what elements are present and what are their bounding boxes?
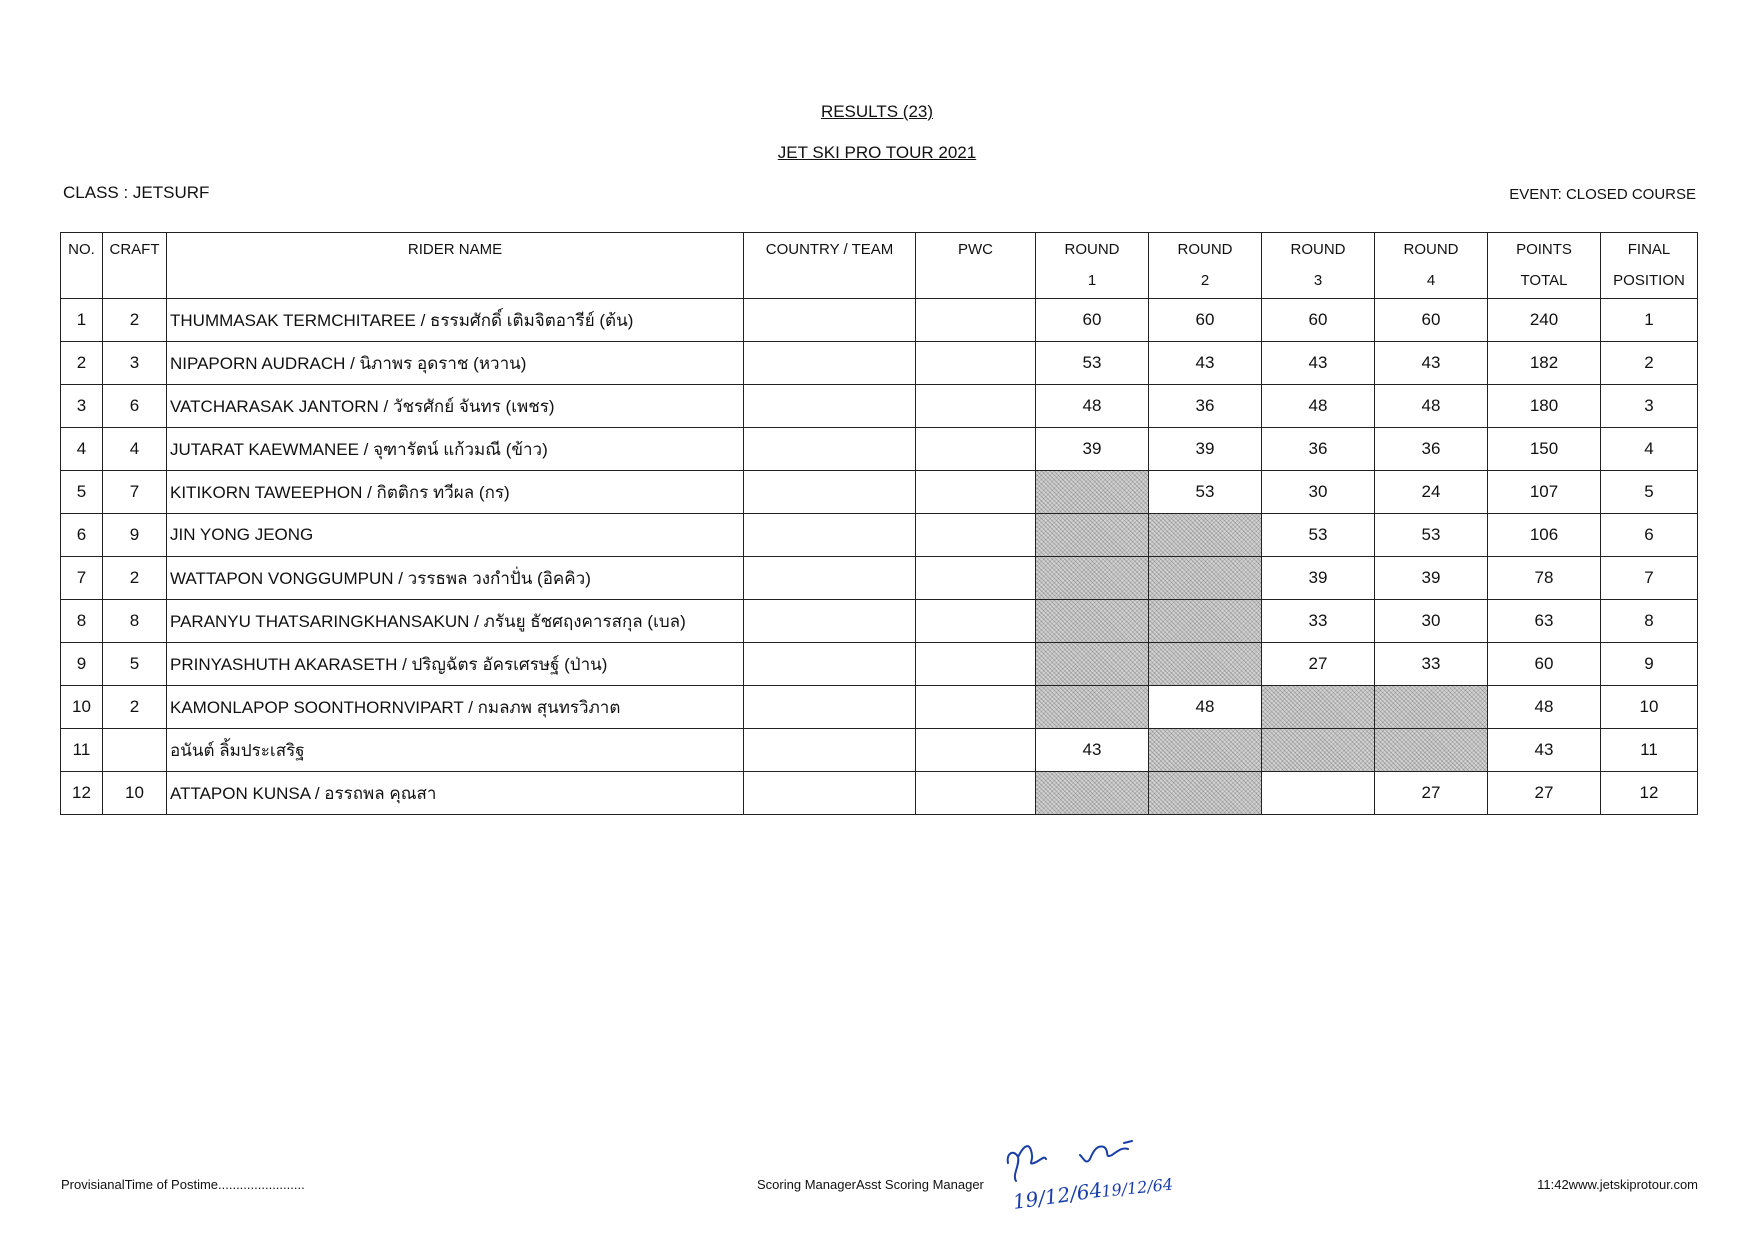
cell-round-3: 48 <box>1262 385 1375 428</box>
cell-rider-name: NIPAPORN AUDRACH / นิภาพร อุดราช (หวาน) <box>167 342 744 385</box>
cell-craft: 2 <box>103 557 167 600</box>
cell-pwc <box>916 643 1036 686</box>
column-header <box>1149 233 1262 299</box>
column-header-line1: ROUND <box>1064 241 1120 258</box>
cell-pwc <box>916 686 1036 729</box>
column-header-line2: POSITION <box>1613 272 1685 289</box>
cell-craft <box>103 729 167 772</box>
column-header <box>1488 233 1601 299</box>
table-row <box>61 299 1698 342</box>
cell-round-4: 30 <box>1375 600 1488 643</box>
cell-round-3: 53 <box>1262 514 1375 557</box>
cell-rider-name: KAMONLAPOP SOONTHORNVIPART / กมลภพ สุนทรวิภาต <box>167 686 744 729</box>
cell-country-team <box>744 686 916 729</box>
column-header <box>1036 233 1149 299</box>
cell-round-2: 48 <box>1149 686 1262 729</box>
cell-round-3 <box>1262 772 1375 815</box>
cell-points-total: 43 <box>1488 729 1601 772</box>
cell-no: 9 <box>61 643 103 686</box>
results-table <box>60 232 1698 815</box>
cell-points-total: 48 <box>1488 686 1601 729</box>
table-body <box>61 299 1698 815</box>
cell-no: 11 <box>61 729 103 772</box>
footer-time-website: 11:42www.jetskiprotour.com <box>1537 1177 1698 1192</box>
cell-pwc <box>916 772 1036 815</box>
signature-2-stroke <box>1080 1141 1132 1162</box>
cell-country-team <box>744 299 916 342</box>
cell-no: 3 <box>61 385 103 428</box>
cell-final-position: 12 <box>1601 772 1698 815</box>
cell-round-2: 53 <box>1149 471 1262 514</box>
cell-pwc <box>916 342 1036 385</box>
cell-final-position: 1 <box>1601 299 1698 342</box>
column-header-line2: TOTAL <box>1520 272 1568 289</box>
cell-round-1 <box>1036 772 1149 815</box>
cell-round-1: 48 <box>1036 385 1149 428</box>
cell-round-1 <box>1036 600 1149 643</box>
cell-points-total: 60 <box>1488 643 1601 686</box>
cell-country-team <box>744 428 916 471</box>
cell-country-team <box>744 557 916 600</box>
cell-rider-name: ATTAPON KUNSA / อรรถพล คุณสา <box>167 772 744 815</box>
table-row <box>61 385 1698 428</box>
cell-rider-name: VATCHARASAK JANTORN / วัชรศักย์ จันทร (เพชร) <box>167 385 744 428</box>
cell-round-2: 36 <box>1149 385 1262 428</box>
cell-final-position: 11 <box>1601 729 1698 772</box>
cell-round-1 <box>1036 514 1149 557</box>
cell-final-position: 5 <box>1601 471 1698 514</box>
column-header-line2: 1 <box>1087 272 1097 289</box>
cell-no: 2 <box>61 342 103 385</box>
cell-round-1 <box>1036 643 1149 686</box>
cell-round-4 <box>1375 686 1488 729</box>
column-header <box>103 233 167 299</box>
signature-1-date: 19/12/64 <box>1011 1177 1104 1214</box>
event-label: EVENT: CLOSED COURSE <box>1509 186 1696 203</box>
cell-craft: 7 <box>103 471 167 514</box>
cell-round-1 <box>1036 557 1149 600</box>
cell-rider-name: JUTARAT KAEWMANEE / จุฑารัตน์ แก้วมณี (ข้าว) <box>167 428 744 471</box>
cell-pwc <box>916 557 1036 600</box>
cell-round-4: 60 <box>1375 299 1488 342</box>
cell-round-4: 53 <box>1375 514 1488 557</box>
cell-final-position: 7 <box>1601 557 1698 600</box>
cell-round-4: 33 <box>1375 643 1488 686</box>
cell-no: 8 <box>61 600 103 643</box>
tour-title: JET SKI PRO TOUR 2021 <box>777 143 977 162</box>
cell-points-total: 180 <box>1488 385 1601 428</box>
cell-final-position: 3 <box>1601 385 1698 428</box>
column-header-line2: 4 <box>1426 272 1436 289</box>
column-header-line1: NO. <box>68 241 95 258</box>
cell-rider-name: WATTAPON VONGGUMPUN / วรรธพล วงกำปั่น (อิคคิว) <box>167 557 744 600</box>
column-header-line1: ROUND <box>1403 241 1459 258</box>
column-header <box>744 233 916 299</box>
cell-round-2: 60 <box>1149 299 1262 342</box>
cell-round-4: 48 <box>1375 385 1488 428</box>
cell-no: 4 <box>61 428 103 471</box>
cell-final-position: 6 <box>1601 514 1698 557</box>
cell-craft: 4 <box>103 428 167 471</box>
table-row <box>61 772 1698 815</box>
cell-country-team <box>744 514 916 557</box>
column-header <box>1375 233 1488 299</box>
cell-no: 6 <box>61 514 103 557</box>
cell-rider-name: PARANYU THATSARINGKHANSAKUN / ภรันยู ธัชศฤงคารสกุล (เบล) <box>167 600 744 643</box>
cell-final-position: 9 <box>1601 643 1698 686</box>
cell-points-total: 78 <box>1488 557 1601 600</box>
cell-pwc <box>916 514 1036 557</box>
cell-rider-name: THUMMASAK TERMCHITAREE / ธรรมศักดิ์ เติมจิตอารีย์ (ต้น) <box>167 299 744 342</box>
cell-final-position: 8 <box>1601 600 1698 643</box>
table-row <box>61 643 1698 686</box>
results-title: RESULTS (23) <box>820 102 934 121</box>
column-header <box>61 233 103 299</box>
cell-round-3: 30 <box>1262 471 1375 514</box>
table-row <box>61 471 1698 514</box>
cell-points-total: 106 <box>1488 514 1601 557</box>
cell-country-team <box>744 471 916 514</box>
table-row <box>61 428 1698 471</box>
signature-1-stroke <box>1008 1146 1046 1181</box>
cell-round-2 <box>1149 729 1262 772</box>
cell-round-4: 39 <box>1375 557 1488 600</box>
cell-points-total: 63 <box>1488 600 1601 643</box>
table-row <box>61 600 1698 643</box>
cell-rider-name: PRINYASHUTH AKARASETH / ปริญฉัตร อัครเศรษฐ์ (ป่าน) <box>167 643 744 686</box>
cell-craft: 6 <box>103 385 167 428</box>
cell-round-2 <box>1149 643 1262 686</box>
cell-round-3: 60 <box>1262 299 1375 342</box>
cell-pwc <box>916 428 1036 471</box>
cell-country-team <box>744 385 916 428</box>
cell-final-position: 4 <box>1601 428 1698 471</box>
cell-craft: 8 <box>103 600 167 643</box>
cell-rider-name: อนันต์ ลิ้มประเสริฐ <box>167 729 744 772</box>
table-row <box>61 557 1698 600</box>
column-header-line1: PWC <box>958 241 993 258</box>
cell-points-total: 240 <box>1488 299 1601 342</box>
cell-country-team <box>744 600 916 643</box>
cell-round-1 <box>1036 686 1149 729</box>
column-header-line1: RIDER NAME <box>407 241 503 258</box>
cell-no: 7 <box>61 557 103 600</box>
column-header-line1: ROUND <box>1177 241 1233 258</box>
cell-rider-name: JIN YONG JEONG <box>167 514 744 557</box>
cell-country-team <box>744 342 916 385</box>
cell-points-total: 182 <box>1488 342 1601 385</box>
column-header-line1: FINAL <box>1627 241 1671 258</box>
signatures <box>1000 1125 1200 1220</box>
cell-craft: 2 <box>103 299 167 342</box>
cell-round-1: 43 <box>1036 729 1149 772</box>
cell-round-3: 39 <box>1262 557 1375 600</box>
table-row <box>61 342 1698 385</box>
cell-round-3: 33 <box>1262 600 1375 643</box>
cell-country-team <box>744 729 916 772</box>
cell-round-4 <box>1375 729 1488 772</box>
cell-craft: 2 <box>103 686 167 729</box>
cell-round-4: 24 <box>1375 471 1488 514</box>
cell-no: 5 <box>61 471 103 514</box>
column-header-line1: ROUND <box>1290 241 1346 258</box>
cell-no: 12 <box>61 772 103 815</box>
cell-round-2: 43 <box>1149 342 1262 385</box>
cell-round-1: 39 <box>1036 428 1149 471</box>
cell-country-team <box>744 772 916 815</box>
cell-round-3: 43 <box>1262 342 1375 385</box>
cell-round-1: 60 <box>1036 299 1149 342</box>
cell-craft: 5 <box>103 643 167 686</box>
signature-2-date: 19/12/64 <box>1100 1174 1174 1201</box>
cell-craft: 9 <box>103 514 167 557</box>
cell-points-total: 107 <box>1488 471 1601 514</box>
footer-provisional: ProvisianalTime of Postime........................ <box>61 1177 305 1192</box>
cell-points-total: 27 <box>1488 772 1601 815</box>
column-header <box>1262 233 1375 299</box>
cell-pwc <box>916 385 1036 428</box>
cell-round-3: 27 <box>1262 643 1375 686</box>
cell-round-2 <box>1149 600 1262 643</box>
cell-round-1: 53 <box>1036 342 1149 385</box>
column-header <box>1601 233 1698 299</box>
cell-round-3: 36 <box>1262 428 1375 471</box>
table-row <box>61 514 1698 557</box>
cell-pwc <box>916 471 1036 514</box>
cell-round-4: 27 <box>1375 772 1488 815</box>
cell-round-4: 36 <box>1375 428 1488 471</box>
cell-round-2 <box>1149 557 1262 600</box>
cell-round-2 <box>1149 772 1262 815</box>
cell-round-3 <box>1262 686 1375 729</box>
cell-no: 10 <box>61 686 103 729</box>
cell-country-team <box>744 643 916 686</box>
cell-pwc <box>916 600 1036 643</box>
cell-final-position: 10 <box>1601 686 1698 729</box>
cell-craft: 10 <box>103 772 167 815</box>
column-header-line1: CRAFT <box>109 241 160 258</box>
column-header-line2: 3 <box>1313 272 1323 289</box>
cell-round-2: 39 <box>1149 428 1262 471</box>
table-header-row <box>61 233 1698 299</box>
cell-round-4: 43 <box>1375 342 1488 385</box>
cell-rider-name: KITIKORN TAWEEPHON / กิตติกร ทวีผล (กร) <box>167 471 744 514</box>
cell-round-1 <box>1036 471 1149 514</box>
column-header-line2: 2 <box>1200 272 1210 289</box>
cell-craft: 3 <box>103 342 167 385</box>
column-header-line1: POINTS <box>1516 241 1572 258</box>
table-row <box>61 729 1698 772</box>
cell-no: 1 <box>61 299 103 342</box>
class-label: CLASS : JETSURF <box>63 183 210 202</box>
column-header <box>916 233 1036 299</box>
cell-final-position: 2 <box>1601 342 1698 385</box>
column-header-line1: COUNTRY / TEAM <box>765 241 894 258</box>
cell-points-total: 150 <box>1488 428 1601 471</box>
cell-round-3 <box>1262 729 1375 772</box>
table-row <box>61 686 1698 729</box>
cell-pwc <box>916 729 1036 772</box>
column-header <box>167 233 744 299</box>
footer-scoring-manager: Scoring ManagerAsst Scoring Manager <box>757 1177 984 1192</box>
cell-pwc <box>916 299 1036 342</box>
cell-round-2 <box>1149 514 1262 557</box>
